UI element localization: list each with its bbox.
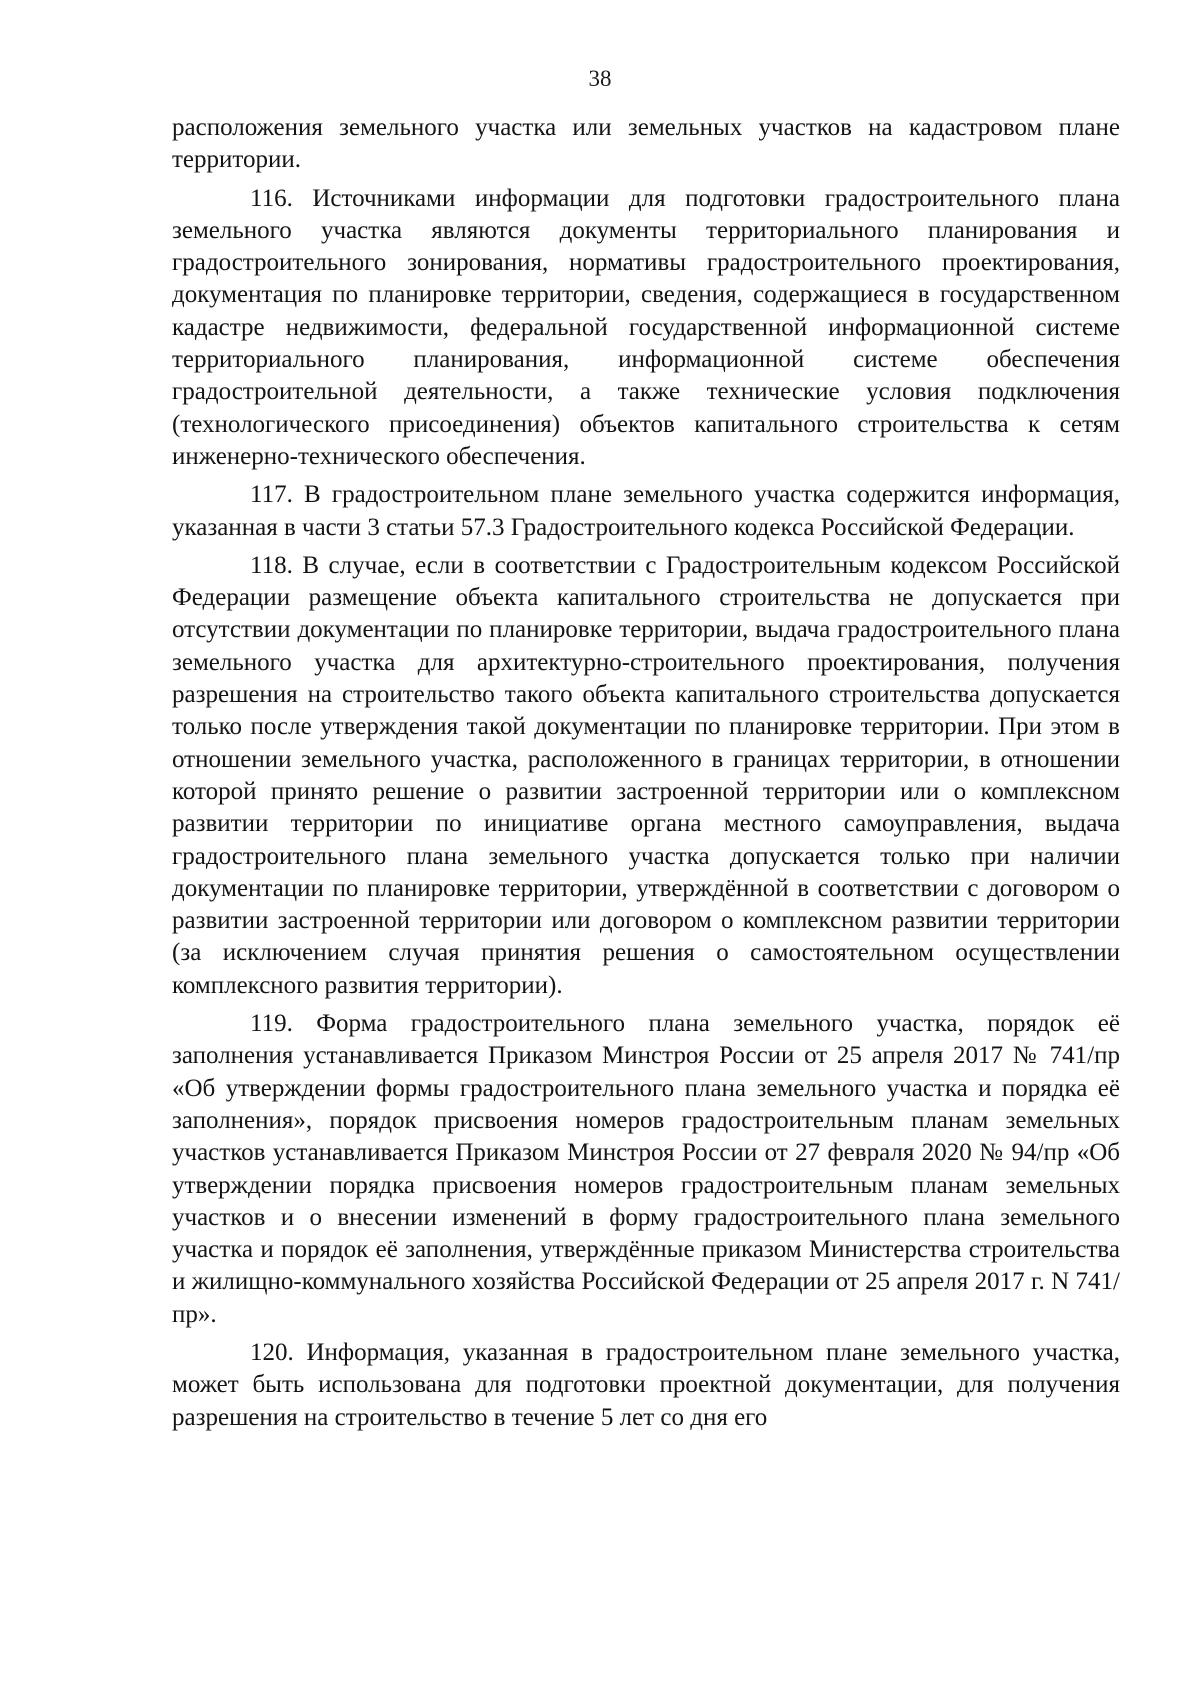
paragraph-119: 119. Форма градостроительного плана земельного участка, порядок её заполнения устанавливается Приказом Минстроя России от 25 апреля 2017 № 741/пр «Об утверждении формы градостроительного плана земельного участка и порядка её заполнения», порядок присвоения номеров градостроительным планам земельных участков устанавливается Приказом Минстроя России от 27 февраля 2020 № 94/пр «Об утверждении порядка присвоения номеров градостроительным планам земельных участков и о внесении изменений в форму градостроительного плана земельного участка и порядок её заполнения, утверждённые приказом Министерства строительства и жилищно-коммунального хозяйства Российской Федерации от 25 апреля 2017 г. N 741/пр». (172, 1010, 1120, 1328)
body-text (172, 112, 1120, 1440)
page-number: 38 (588, 66, 612, 91)
paragraph-116: 116. Источниками информации для подготовки градостроительного плана земельного участка являются документы территориального планирования и градостроительного зонирования, нормативы градостроительного проектирования, документация по планировке территории, сведения, содержащиеся в государственном кадастре недвижимости, федеральной государственной информационной системе территориального планирования, информационной системе обеспечения градостроительной деятельности, а также технические условия подключения (технологического присоединения) объектов капитального строительства к сетям инженерно-технического обеспечения. (172, 184, 1120, 470)
paragraph-continuation: расположения земельного участка или земельных участков на кадастровом плане территории. (172, 114, 1120, 174)
paragraph-117: 117. В градостроительном плане земельного участка содержится информация, указанная в части 3 статьи 57.3 Градостроительного кодекса Российской Федерации. (172, 481, 1120, 541)
paragraph-120: 120. Информация, указанная в градостроительном плане земельного участка, может быть использована для подготовки проектной документации, для получения разрешения на строительство в течение 5 лет со дня его (172, 1338, 1120, 1431)
paragraph-118: 118. В случае, если в соответствии с Градостроительным кодексом Российской Федерации размещение объекта капитального строительства не допускается при отсутствии документации по планировке территории, выдача градостроительного плана земельного участка для архитектурно-строительного проектирования, получения разрешения на строительство такого объекта капитального строительства допускается только после утверждения такой документации по планировке территории. При этом в отношении земельного участка, расположенного в границах территории, в отношении которой принято решение о развитии застроенной территории или о комплексном развитии территории по инициативе органа местного самоуправления, выдача градостроительного плана земельного участка допускается только при наличии документации по планировке территории, утверждённой в соответствии с договором о развитии застроенной территории или договором о комплексном развитии территории (за исключением случая принятия решения о самостоятельном осуществлении комплексного развития территории). (172, 551, 1120, 999)
